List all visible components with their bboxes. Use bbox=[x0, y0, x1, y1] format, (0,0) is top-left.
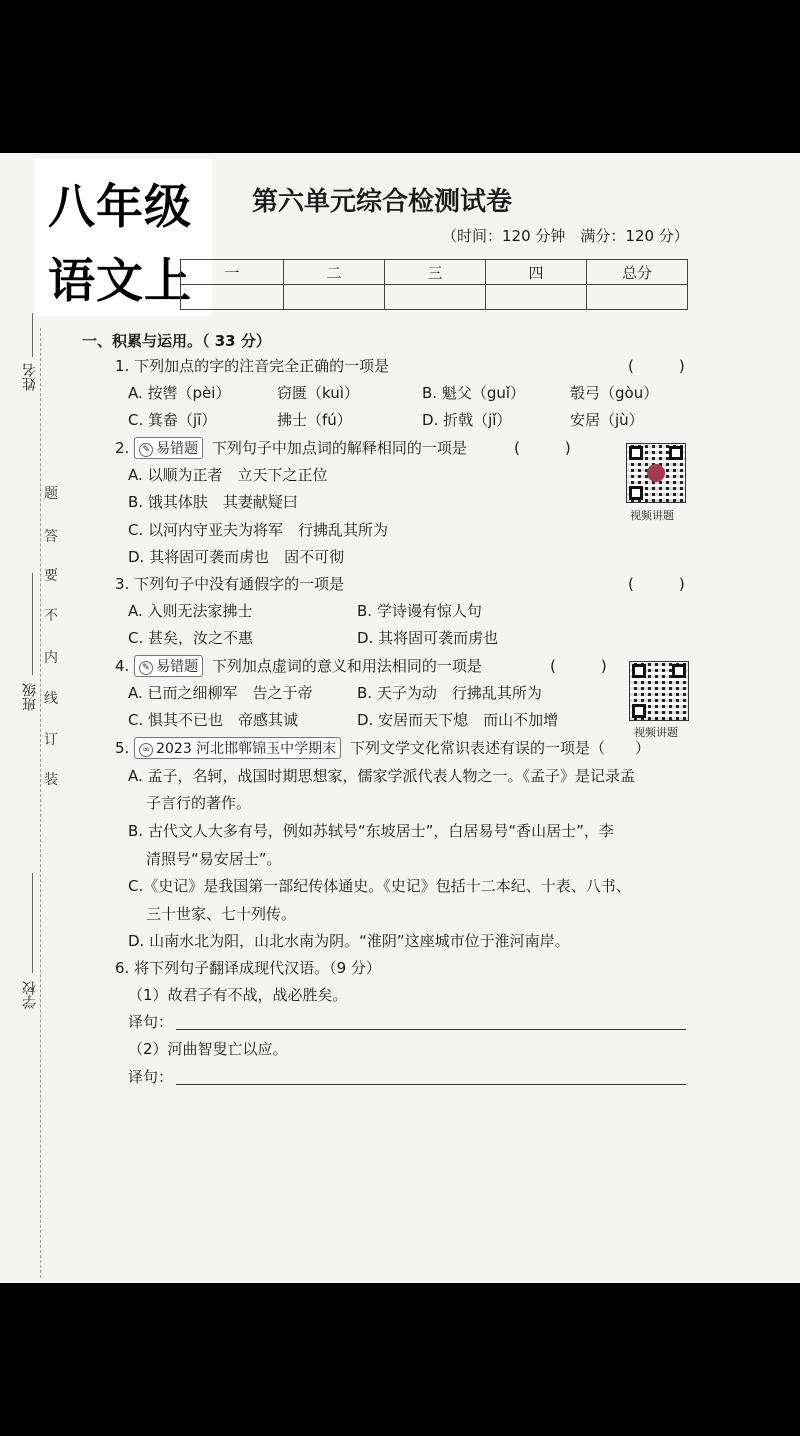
q6-sentence-2: （2）河曲智叟亡以应。 bbox=[128, 1040, 288, 1058]
score-col-1: 一 bbox=[181, 260, 284, 285]
source-tag bbox=[134, 737, 341, 759]
question-2-answer-blank[interactable]: ( ) bbox=[514, 439, 571, 457]
binding-char: 要 bbox=[44, 568, 58, 584]
question-4-stem bbox=[115, 655, 482, 677]
q4-option-a: A. 已而之细柳军 告之于帝 bbox=[128, 684, 313, 702]
q4-option-c: C. 惧其不已也 帝感其诚 bbox=[128, 711, 299, 729]
question-3-stem: 3. 下列句子中没有通假字的一项是 bbox=[115, 575, 345, 593]
qr-caption: 视频讲题 bbox=[634, 726, 678, 739]
q1-option-d2: 安居（jù） bbox=[570, 411, 644, 429]
binding-char: 订 bbox=[44, 732, 58, 748]
question-5-text: 下列文学文化常识表述有误的一项是（ ） bbox=[349, 739, 650, 757]
binding-char: 装 bbox=[44, 772, 58, 788]
q5-option-a: A. 孟子，名轲，战国时期思想家，儒家学派代表人物之一。《孟子》是记录孟 bbox=[128, 767, 636, 785]
score-col-4: 四 bbox=[486, 260, 587, 285]
question-4-number: 4. bbox=[115, 657, 130, 675]
q3-option-c: C. 甚矣，汝之不惠 bbox=[128, 629, 254, 647]
qr-code-icon[interactable] bbox=[626, 443, 686, 503]
score-cell[interactable] bbox=[587, 285, 688, 310]
question-4-answer-blank[interactable]: ( ) bbox=[550, 657, 607, 675]
question-4-text: 下列加点虚词的意义和用法相同的一项是 bbox=[211, 657, 482, 675]
q5-option-b: B. 古代文人大多有号，例如苏轼号“东坡居士”，白居易号“香山居士”，李 bbox=[128, 822, 614, 840]
error-prone-tag bbox=[134, 437, 203, 459]
score-col-3: 三 bbox=[385, 260, 486, 285]
q5-option-a-cont: 子言行的著作。 bbox=[146, 794, 252, 812]
score-cell[interactable] bbox=[486, 285, 587, 310]
score-col-2: 二 bbox=[284, 260, 385, 285]
binding-char: 答 bbox=[44, 529, 58, 545]
tag-label: 易错题 bbox=[156, 441, 199, 457]
qr-caption: 视频讲题 bbox=[630, 509, 674, 522]
binding-char: 内 bbox=[44, 650, 58, 666]
badge-subject: 语文上 bbox=[48, 254, 192, 309]
q1-option-d1: D. 折戟（jǐ） bbox=[422, 411, 512, 429]
error-prone-tag bbox=[134, 655, 203, 677]
tag-label: 易错题 bbox=[156, 659, 199, 675]
q6-translation-label-1: 译句： bbox=[128, 1013, 174, 1031]
binding-line bbox=[40, 328, 41, 1278]
q6-sentence-1: （1）故君子有不战，战必胜矣。 bbox=[128, 986, 348, 1004]
question-6-stem: 6. 将下列句子翻译成现代汉语。（9 分） bbox=[115, 959, 381, 977]
question-2-text: 下列句子中加点词的解释相同的一项是 bbox=[211, 439, 467, 457]
q6-answer-line-2[interactable] bbox=[176, 1084, 686, 1085]
class-label: 班级 bbox=[22, 683, 38, 711]
class-fill-line[interactable] bbox=[32, 573, 33, 675]
school-fill-line[interactable] bbox=[32, 873, 33, 973]
q5-option-c-cont: 三十世家、七十列传。 bbox=[146, 905, 297, 923]
q1-option-a2: 窃匮（kuì） bbox=[277, 384, 359, 402]
q2-option-c: C. 以河内守亚夫为将军 行拂乱其所为 bbox=[128, 521, 389, 539]
pencil-icon: ✎ bbox=[139, 443, 153, 457]
q1-option-b1: B. 魁父（guǐ） bbox=[422, 384, 526, 402]
score-header-row bbox=[181, 260, 688, 285]
score-cell[interactable] bbox=[181, 285, 284, 310]
tag-label: 2023 河北邯郸锦玉中学期末 bbox=[156, 741, 337, 757]
q3-option-b: B. 学诗谩有惊人句 bbox=[357, 602, 482, 620]
badge-grade: 八年级 bbox=[48, 180, 192, 235]
question-1-stem: 1. 下列加点的字的注音完全正确的一项是 bbox=[115, 357, 390, 375]
q2-option-d: D. 其将固可袭而虏也 固不可彻 bbox=[128, 548, 345, 566]
question-2-number: 2. bbox=[115, 439, 130, 457]
question-5-stem bbox=[115, 737, 650, 759]
score-cell[interactable] bbox=[284, 285, 385, 310]
question-2-stem bbox=[115, 437, 467, 459]
score-cell[interactable] bbox=[385, 285, 486, 310]
name-label: 姓名 bbox=[22, 363, 38, 391]
score-value-row bbox=[181, 285, 688, 310]
q1-option-a1: A. 按辔（pèi） bbox=[128, 384, 231, 402]
question-1-answer-blank[interactable]: ( ) bbox=[628, 357, 685, 375]
q4-option-b: B. 天子为动 行拂乱其所为 bbox=[357, 684, 542, 702]
question-5-number: 5. bbox=[115, 739, 130, 757]
name-fill-line[interactable] bbox=[32, 313, 33, 357]
q1-option-b2: 彀弓（gòu） bbox=[570, 384, 659, 402]
link-icon: ∞ bbox=[139, 743, 153, 757]
question-3-answer-blank[interactable]: ( ) bbox=[628, 575, 685, 593]
q4-option-d: D. 安居而天下熄 而山不加增 bbox=[357, 711, 559, 729]
q6-answer-line-1[interactable] bbox=[176, 1029, 686, 1030]
q5-option-b-cont: 清照号“易安居士”。 bbox=[146, 850, 282, 868]
q3-option-d: D. 其将固可袭而虏也 bbox=[357, 629, 499, 647]
q1-option-c1: C. 箕畚（jī） bbox=[128, 411, 217, 429]
exam-title: 第六单元综合检测试卷 bbox=[252, 187, 513, 217]
q1-option-c2: 拂士（fú） bbox=[277, 411, 352, 429]
q3-option-a: A. 入则无法家拂士 bbox=[128, 602, 253, 620]
qr-code-icon[interactable] bbox=[629, 661, 689, 721]
score-table bbox=[180, 259, 688, 310]
q5-option-c: C.《史记》是我国第一部纪传体通史。《史记》包括十二本纪、十表、八书、 bbox=[128, 877, 631, 895]
q2-option-b: B. 饿其体肤 其妻献疑曰 bbox=[128, 493, 298, 511]
binding-char: 题 bbox=[44, 486, 58, 502]
exam-paper bbox=[0, 153, 800, 1283]
q2-option-a: A. 以顺为正者 立天下之正位 bbox=[128, 466, 328, 484]
school-label: 学校 bbox=[22, 981, 38, 1009]
pencil-icon: ✎ bbox=[139, 661, 153, 675]
section-heading: 一、积累与运用。（ 33 分） bbox=[82, 332, 271, 350]
binding-char: 线 bbox=[44, 691, 58, 707]
q5-option-d: D. 山南水北为阳，山北水南为阴。“淮阴”这座城市位于淮河南岸。 bbox=[128, 932, 570, 950]
exam-timing: （时间：120 分钟 满分：120 分） bbox=[442, 227, 689, 245]
binding-char: 不 bbox=[44, 608, 58, 624]
q6-translation-label-2: 译句： bbox=[128, 1068, 174, 1086]
score-col-total: 总分 bbox=[587, 260, 688, 285]
